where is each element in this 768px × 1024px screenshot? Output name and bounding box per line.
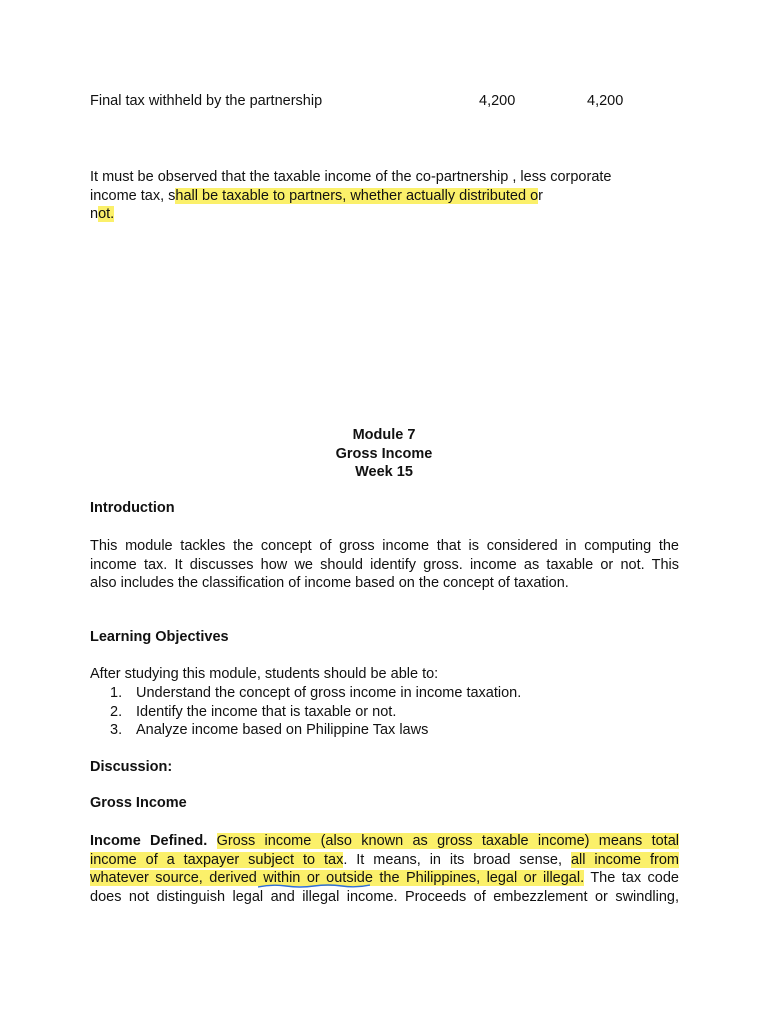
list-item-text: Analyze income based on Philippine Tax laws [136, 722, 429, 738]
list-item [110, 721, 521, 740]
highlighted-text: all income from [570, 851, 680, 868]
list-item [110, 703, 521, 722]
observation-text: n [90, 206, 99, 222]
highlighted-text: ot. [98, 206, 115, 222]
highlighted-text: Gross income (also known as gross taxable income) means total [216, 833, 679, 849]
introduction-line-2: income tax. It discusses how we should identify gross. income as taxable or not. This [90, 556, 679, 573]
observation-text: income tax, s [90, 187, 176, 204]
module-title: Module 7 [352, 427, 416, 443]
list-item [110, 684, 521, 703]
introduction-line-3: also includes the classification of income based on the concept of taxation. [90, 575, 569, 591]
gross-income-heading: Gross Income [90, 795, 187, 811]
list-item-number: 2. [110, 703, 123, 720]
module-subject: Gross Income [335, 446, 433, 462]
income-defined-line-3 [90, 869, 679, 888]
paragraph-text: The tax code [590, 870, 679, 886]
income-defined-paragraph [90, 832, 679, 906]
table-row-value-2: 4,200 [587, 93, 624, 109]
observation-line-1: It must be observed that the taxable income of the co-partnership , less corporate [90, 169, 612, 185]
income-defined-label: Income Defined. [90, 833, 208, 849]
observation-line-3 [90, 205, 679, 224]
list-item-number: 3. [110, 722, 123, 738]
objectives-heading: Learning Objectives [90, 629, 229, 645]
observation-line-2 [90, 187, 679, 206]
table-row-label: Final tax withheld by the partnership [90, 93, 323, 109]
income-defined-line-4: does not distinguish legal and illegal income. Proceeds of embezzlement or swindling, [90, 888, 679, 905]
objectives-lead: After studying this module, students should be able to: [90, 666, 439, 682]
income-defined-line-1 [90, 832, 679, 851]
introduction-heading: Introduction [90, 500, 175, 516]
highlighted-text: hall be taxable to partners, whether actually distributed o [175, 187, 539, 204]
module-week: Week 15 [355, 464, 413, 480]
highlighted-text: income of a taxpayer subject to tax [90, 851, 344, 868]
objectives-list [110, 684, 521, 740]
list-item-text: Understand the concept of gross income in income taxation. [136, 685, 522, 701]
list-item-number: 1. [110, 685, 123, 701]
list-item-text: Identify the income that is taxable or not. [136, 703, 397, 720]
introduction-paragraph [90, 537, 679, 593]
observation-text: r [538, 187, 543, 204]
highlighted-text: whatever source, derived within or outside the Philippines, legal or illegal. [90, 870, 585, 886]
discussion-heading: Discussion: [90, 759, 173, 775]
observation-paragraph [90, 168, 679, 224]
income-defined-line-2 [90, 851, 679, 870]
paragraph-text: . It means, in its broad sense, [343, 851, 563, 868]
introduction-line-1: This module tackles the concept of gross income that is considered in computing the [90, 538, 679, 554]
table-row-value-1: 4,200 [479, 93, 516, 109]
